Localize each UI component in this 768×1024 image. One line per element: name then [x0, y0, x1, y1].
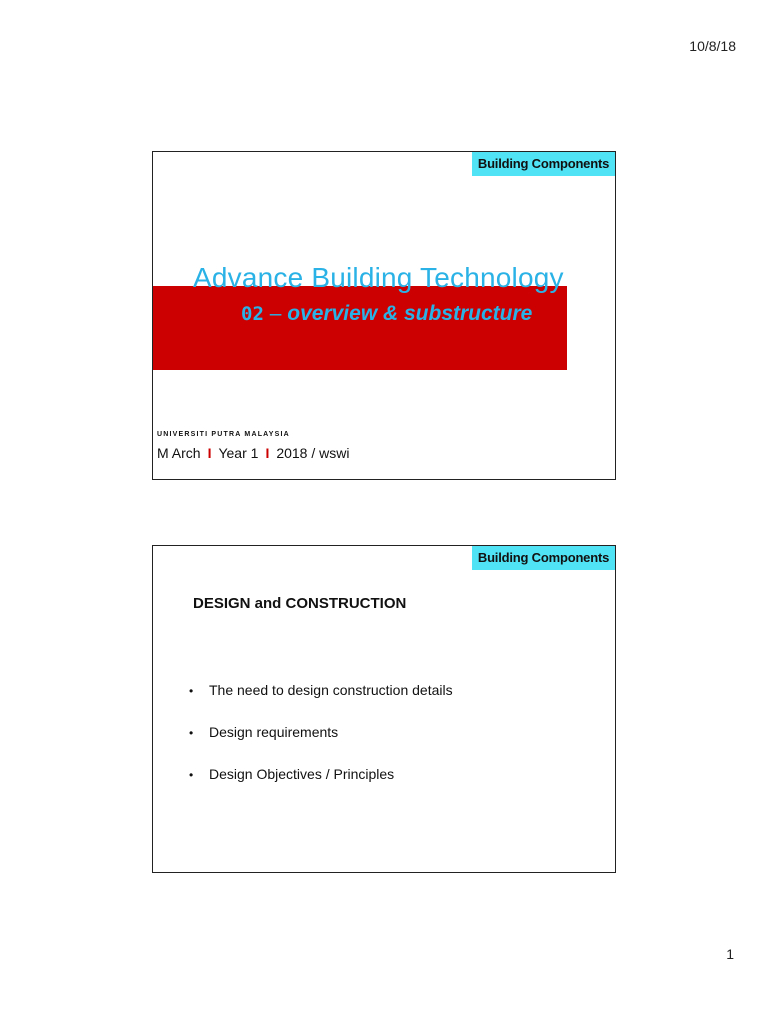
page-date: 10/8/18 [689, 38, 736, 54]
subtitle-text: overview & substructure [287, 302, 533, 325]
list-item [189, 766, 453, 808]
list-item [189, 682, 453, 724]
footer-separator: I [265, 445, 270, 461]
slide-heading: DESIGN and CONSTRUCTION [193, 595, 407, 612]
subtitle-number: 02 [241, 303, 264, 325]
footer-program: M Arch [157, 445, 201, 461]
slide-subtitle [241, 302, 532, 326]
section-tag: Building Components [472, 152, 615, 176]
slide-title [152, 151, 616, 480]
list-item-text: The need to design construction details [209, 682, 453, 698]
bullet-icon: • [189, 684, 194, 698]
university-logo-text: UNIVERSITI PUTRA MALAYSIA [157, 431, 290, 438]
footer-separator: I [207, 445, 212, 461]
red-band [153, 286, 567, 370]
bullet-list [189, 682, 453, 808]
subtitle-dash: – [269, 302, 282, 325]
footer-year: Year 1 [218, 445, 259, 461]
slide-design-construction [152, 545, 616, 873]
section-tag: Building Components [472, 546, 615, 570]
slide-title-text: Advance Building Technology [193, 262, 564, 293]
page-number: 1 [726, 946, 734, 962]
slide-footer [157, 445, 349, 461]
list-item [189, 724, 453, 766]
list-item-text: Design Objectives / Principles [209, 766, 395, 782]
bullet-icon: • [189, 726, 194, 740]
list-item-text: Design requirements [209, 724, 339, 740]
footer-session: 2018 / wswi [276, 445, 350, 461]
bullet-icon: • [189, 768, 194, 782]
